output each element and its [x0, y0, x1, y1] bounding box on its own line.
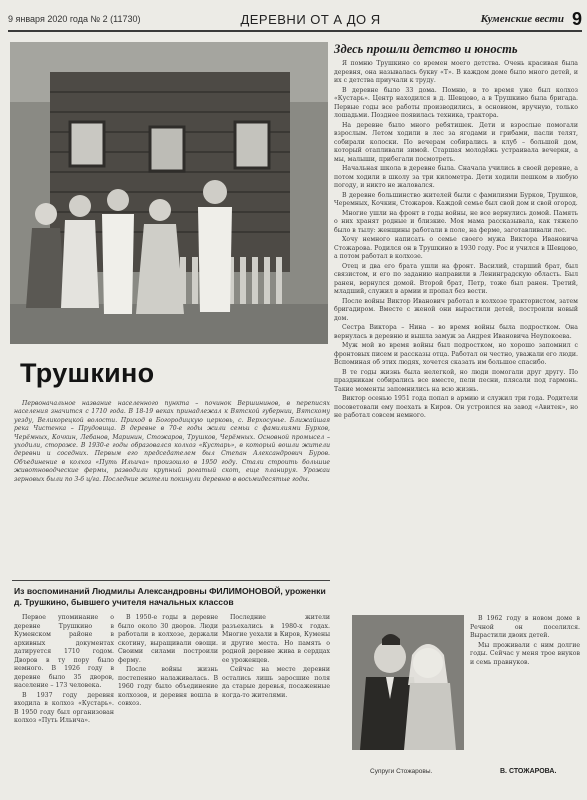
article-intro — [14, 400, 330, 484]
section-title: ДЕРЕВНИ ОТ А ДО Я — [240, 11, 381, 27]
newspaper-name: Куменские вести — [480, 13, 564, 25]
article-subheading: Здесь прошли детство и юность — [334, 42, 518, 56]
section-divider — [12, 580, 330, 581]
page-number: 9 — [571, 8, 582, 29]
memoir-column-2: В 1950-е годы в деревне было около 30 дворов. Люди работали в колхозе, держали скотину, выращивали овощи. Своими силами построили ферму. После войны жизнь постепенно налаживалась. В 1960 году было объединение колхозов, и деревня вошла в совхоз. — [118, 614, 218, 707]
author-signature: В. СТОЖАРОВА. — [500, 768, 557, 775]
right-bottom-text: В 1962 году в новом доме в Речной он поселился. Вырастили двоих детей. Мы проживали с ним долгие годы. Сейчас у меня трое внуков и семь правнуков. — [470, 615, 580, 666]
header-right — [481, 9, 582, 30]
photo-caption: Супруги Стожаровы. — [370, 768, 433, 775]
couple-photo — [352, 615, 464, 750]
intro-text: Первоначальное название населенного пункта – починок Вершининов, в переписях населения значится с 1710 года. В 18-19 веках принадлежал к Вятской губернии, Вятскому уезду, Великорецкой волости. Приход в Богородицкую церковь, с. Верхосунье. Ближайшая река Чистенка – Прудовица. В деревне в 70-е годы жили семьи с фамилиями Бурков, Черёмных, Кочкин, Лебанов, Маринин, Стожаров, Трушков, Черёмных. Основной промысел – уходили, стороже. В 1930-е годы образовался колхоз «Кустарь», в который вошли жители деревни и соседних. Первым его председателем был Степан Александрович Буров. Объединение в колхоз «Путь Ильича» произошло в 1950 году. Стали строить большие животноводческие фермы, разводили крупный рогатый скот, еще планируя. Урожаи зерновых были по 3-6 ц/га. Последние жители покинули деревню в восьмидесятые годы. — [14, 400, 330, 483]
group-photo — [10, 42, 328, 344]
memoir-heading: Из воспоминаний Людмилы Александровны ФИЛИМОНОВОЙ, уроженки д. Трушкино, бывшего учителя начальных классов — [14, 586, 326, 607]
memoir-column-3: Последние жители разъехались в 1980-х годах. Многие уехали в Киров, Кумены и другие места. Но память о родной деревне жива в сердцах ее уроженцев. Сейчас на месте деревни остались лишь заросшие поля да старые деревья, посаженные когда-то жителями. — [222, 614, 330, 699]
article-title: Трушкино — [20, 358, 155, 388]
memoir-column-1: Первое упоминание о деревне Трушкино в Куменском районе в архивных документах датируется 1710 годом. Дворов в ту пору было немного. В 1926 году в деревне было 35 дворов, население – 173 человека. В 1937 году деревня входила в колхоз «Кустарь». В 1950 году был организован колхоз «Путь Ильича». — [14, 614, 114, 724]
issue-date: 9 января 2020 года № 2 (11730) — [8, 14, 141, 24]
page-header — [8, 8, 582, 32]
right-column-text: Я помню Трушкино со времен моего детства. Очень красивая была деревня, она называлась букву «Т». В каждом доме было много детей, и их с детства приучали к труду. В деревне было 33 дома. Помню, в то время уже был колхоз «Кустарь». Центр находился в д. Шевцово, а в Трушкино была бригада. Первые годы все работы производились, в основном, вручную, только лошадьми. Позднее появилась техника, трактора. На деревне было много ребятишек. Дети и взрослые помогали взрослым. Летом ходили в лес за ягодами и грибами, пасли телят, собирали колоски. По вечерам собирались в клуб – большой дом, который отапливали зимой. Старшая молодёжь устраивала вечерки, а мы, малыши, прибегали посмотреть. Начальная школа в деревне была. Сначала учились в своей деревне, а потом ходили в школу за три километра. Дети ходили пешком в любую погоду, и никто не жаловался. В деревне большинство жителей были с фамилиями Бурков, Трушков, Черемных, Кочкин, Стожаров. Каждой семье был свой дом и свой огород. Многие ушли на фронт в годы войны, не все вернулись домой. Память о них хранят родные и близкие. Моя мама рассказывала, как тяжело было в тылу: женщины работали в поле, на ферме, заготавливали лес. Хочу немного написать о семье своего мужа Виктора Ивановича Стожарова. Родился он в Трушкино в 1930 году. Рос и учился в Шевцово, а потом работал в колхозе. Отец и два его брата ушли на фронт. Василий, старший брат, был связистом, и его по заданию направили в Ленинградскую область. Был ранен, вернулся домой. Второй брат, Петр, тоже был ранен. Третий, младший, служил в армии и пропал без вести. После войны Виктор Иванович работал в колхозе трактористом, затем бригадиром. Вместе с женой они вырастили детей, построили новый дом. Сестра Виктора – Нина – во время войны была подростком. Она вернулась в деревню и вышла замуж за Андрея Ивановича Неупокоева. Муж мой во время войны был подростком, но хорошо запомнил с фронтовых писем и рассказы отца. Работал он честно, уважали его люди. Вспоминая об этих людях, хочется сказать им большое спасибо. В те годы жизнь была нелегкой, но люди помогали друг другу. По праздникам собирались все вместе, пели песни, плясали под гармонь. Такие моменты запомнились на всю жизнь. Виктор осенью 1951 года попал в армию и служил три года. Родители посоветовали ему поехать в Киров. Он устроился на завод «Авитек», но не работал совсем немного. — [334, 60, 578, 419]
